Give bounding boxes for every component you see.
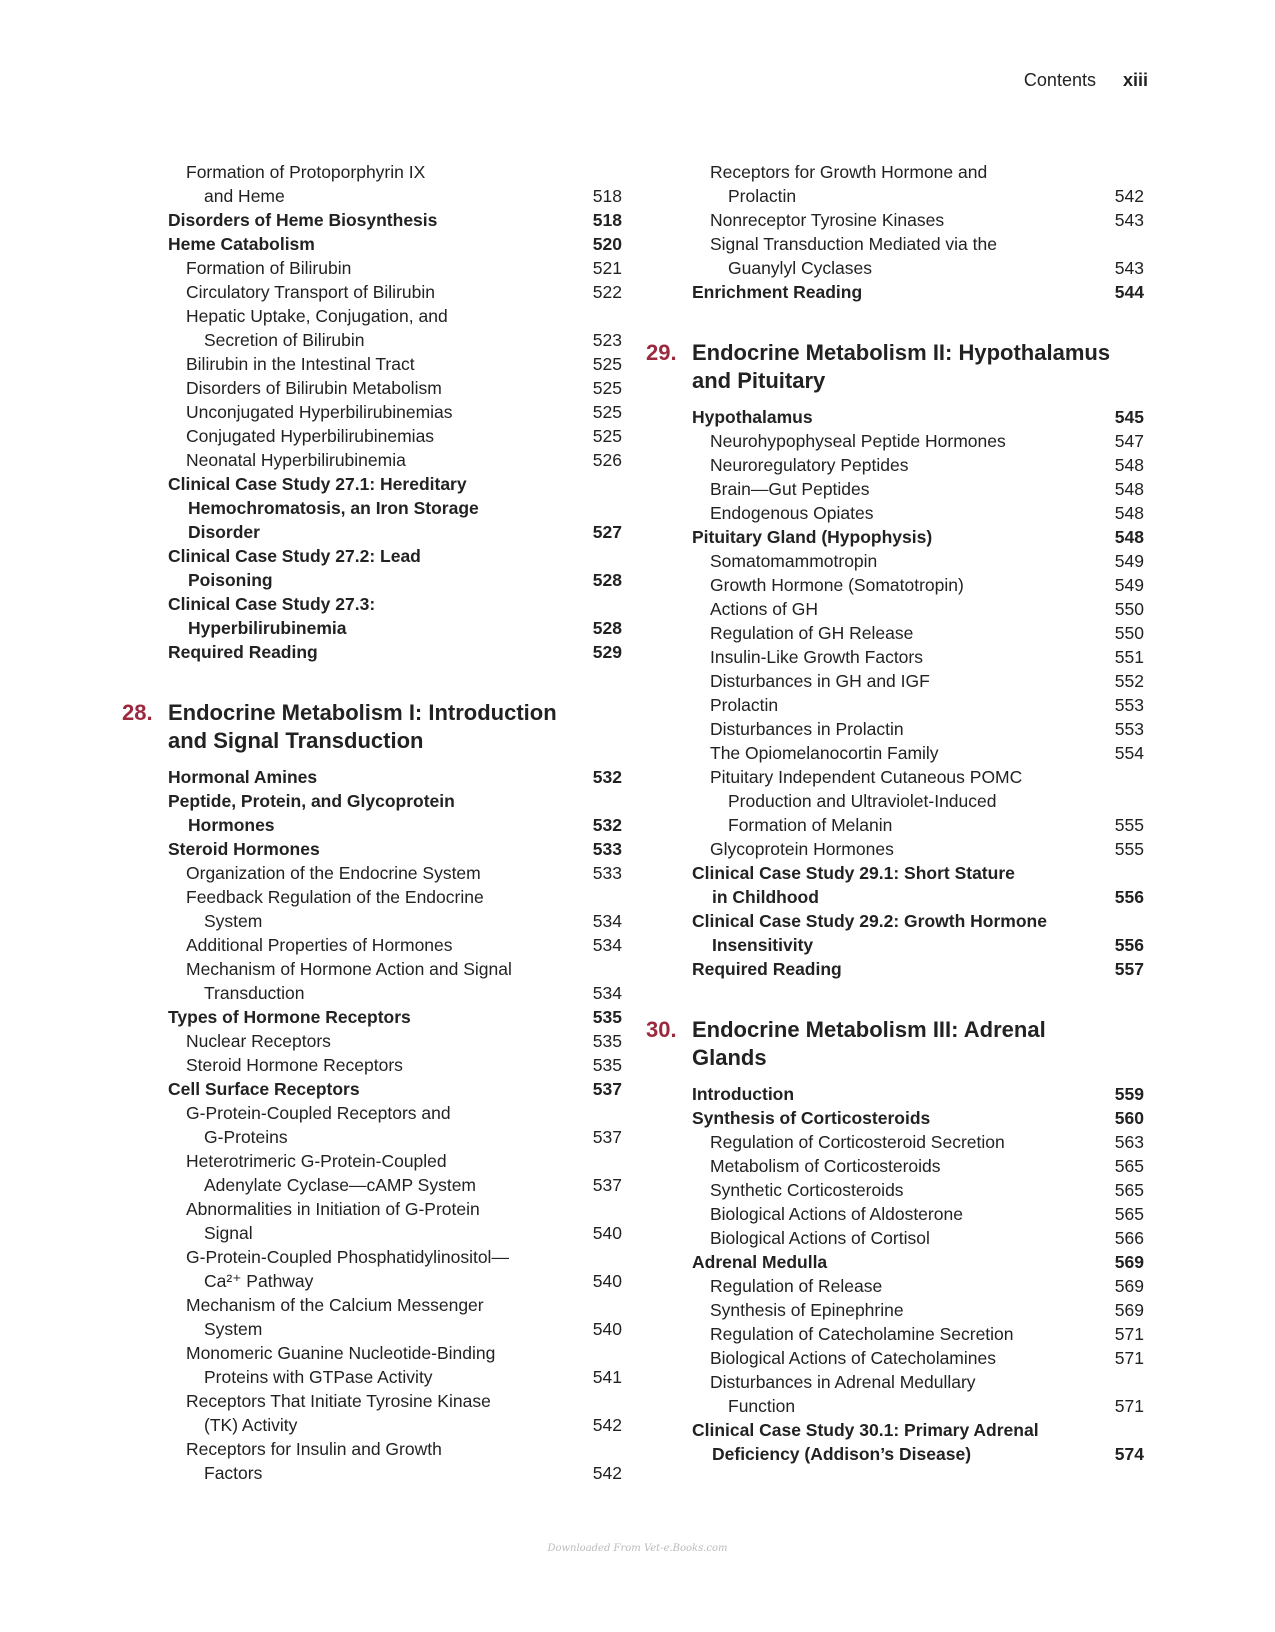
toc-entry-title: Hormones bbox=[188, 815, 275, 835]
toc-entry-page: 534 bbox=[592, 935, 622, 955]
toc-entry[interactable] bbox=[644, 885, 1144, 909]
toc-entry-title: Receptors for Insulin and Growth bbox=[186, 1439, 442, 1459]
toc-entry[interactable] bbox=[120, 544, 622, 568]
toc-entry[interactable] bbox=[120, 304, 622, 328]
toc-entry[interactable] bbox=[644, 1322, 1144, 1346]
toc-entry[interactable] bbox=[120, 1197, 622, 1221]
toc-entry-title: Insulin-Like Growth Factors bbox=[710, 647, 923, 667]
toc-entry-title: Production and Ultraviolet-Induced bbox=[728, 791, 997, 811]
toc-entry-title: Biological Actions of Catecholamines bbox=[710, 1348, 996, 1368]
toc-entry-title: Hepatic Uptake, Conjugation, and bbox=[186, 306, 448, 326]
toc-entry-page: 527 bbox=[592, 522, 622, 542]
toc-entry-page: 553 bbox=[1114, 719, 1144, 739]
toc-entry[interactable] bbox=[120, 448, 622, 472]
chapter-heading bbox=[120, 699, 622, 755]
toc-entry[interactable] bbox=[644, 1226, 1144, 1250]
toc-entry[interactable] bbox=[644, 693, 1144, 717]
toc-entry-page: 537 bbox=[592, 1079, 622, 1099]
toc-entry[interactable] bbox=[644, 232, 1144, 256]
toc-entry[interactable] bbox=[644, 1106, 1144, 1130]
toc-entry[interactable] bbox=[120, 1245, 622, 1269]
toc-entry-page: 554 bbox=[1114, 743, 1144, 763]
toc-entry-title: Adrenal Medulla bbox=[692, 1252, 828, 1272]
toc-entry[interactable] bbox=[644, 1130, 1144, 1154]
chapter-title bbox=[692, 1016, 1144, 1072]
toc-entry-page: 547 bbox=[1114, 431, 1144, 451]
toc-entry[interactable] bbox=[644, 1154, 1144, 1178]
toc-entry[interactable] bbox=[644, 1346, 1144, 1370]
toc-entry-title: Disorder bbox=[188, 522, 260, 542]
toc-entry-title: G-Protein-Coupled Receptors and bbox=[186, 1103, 451, 1123]
toc-entry-title: Nonreceptor Tyrosine Kinases bbox=[710, 210, 945, 230]
toc-entry-title: Disturbances in Adrenal Medullary bbox=[710, 1372, 976, 1392]
toc-entry-page: 565 bbox=[1114, 1180, 1144, 1200]
toc-entry[interactable] bbox=[120, 1365, 622, 1389]
toc-entry[interactable] bbox=[644, 717, 1144, 741]
chapter-title bbox=[168, 699, 622, 755]
toc-entry-page: 537 bbox=[592, 1127, 622, 1147]
toc-entry-title: and Heme bbox=[204, 186, 285, 206]
toc-entry-title: Synthesis of Epinephrine bbox=[710, 1300, 904, 1320]
toc-entry-page: 518 bbox=[592, 186, 622, 206]
chapter-number: 29. bbox=[646, 340, 677, 365]
toc-entry-page: 555 bbox=[1114, 815, 1144, 835]
toc-entry-page: 540 bbox=[592, 1319, 622, 1339]
toc-entry-title: Prolactin bbox=[710, 695, 779, 715]
toc-entry-page: 565 bbox=[1114, 1204, 1144, 1224]
section-gap bbox=[644, 981, 1144, 1005]
toc-entry[interactable] bbox=[120, 208, 622, 232]
toc-entry-title: Steroid Hormone Receptors bbox=[186, 1055, 403, 1075]
toc-entry-page: 553 bbox=[1114, 695, 1144, 715]
toc-entry-page: 528 bbox=[592, 570, 622, 590]
toc-entry-title: Bilirubin in the Intestinal Tract bbox=[186, 354, 415, 374]
toc-entry[interactable] bbox=[120, 885, 622, 909]
toc-entry-title: Brain—Gut Peptides bbox=[710, 479, 870, 499]
toc-entry[interactable] bbox=[120, 256, 622, 280]
chapter-title-line: and Pituitary bbox=[692, 368, 826, 393]
chapter-heading bbox=[644, 339, 1144, 395]
toc-entry-page: 560 bbox=[1114, 1108, 1144, 1128]
toc-entry-page: 535 bbox=[592, 1031, 622, 1051]
toc-entry-page: 537 bbox=[592, 1175, 622, 1195]
toc-entry-page: 540 bbox=[592, 1271, 622, 1291]
toc-entry-title: Regulation of Corticosteroid Secretion bbox=[710, 1132, 1005, 1152]
toc-entry[interactable] bbox=[644, 621, 1144, 645]
toc-entry[interactable] bbox=[644, 597, 1144, 621]
toc-entry-page: 557 bbox=[1114, 959, 1144, 979]
toc-entry-title: Pituitary Gland (Hypophysis) bbox=[692, 527, 933, 547]
toc-entry-page: 569 bbox=[1114, 1300, 1144, 1320]
toc-entry[interactable] bbox=[644, 645, 1144, 669]
toc-entry-title: Pituitary Independent Cutaneous POMC bbox=[710, 767, 1023, 787]
toc-entry-page: 543 bbox=[1114, 258, 1144, 278]
toc-entry[interactable] bbox=[644, 1082, 1144, 1106]
toc-entry-page: 569 bbox=[1114, 1252, 1144, 1272]
toc-entry-title: Factors bbox=[204, 1463, 263, 1483]
toc-entry-title: in Childhood bbox=[712, 887, 819, 907]
toc-entry[interactable] bbox=[644, 573, 1144, 597]
toc-entry-title: Types of Hormone Receptors bbox=[168, 1007, 411, 1027]
toc-entry[interactable] bbox=[120, 352, 622, 376]
toc-entry-page: 544 bbox=[1114, 282, 1144, 302]
toc-entry[interactable] bbox=[120, 400, 622, 424]
toc-entry-title: Mechanism of the Calcium Messenger bbox=[186, 1295, 484, 1315]
toc-entry-title: Metabolism of Corticosteroids bbox=[710, 1156, 941, 1176]
toc-entry[interactable] bbox=[120, 933, 622, 957]
toc-entry-page: 548 bbox=[1114, 503, 1144, 523]
toc-entry-title: Required Reading bbox=[692, 959, 842, 979]
toc-entry-title: Signal bbox=[204, 1223, 253, 1243]
toc-entry[interactable] bbox=[120, 520, 622, 544]
toc-entry-page: 556 bbox=[1114, 935, 1144, 955]
toc-entry-title: Clinical Case Study 27.3: bbox=[168, 594, 376, 614]
toc-entry[interactable] bbox=[120, 1317, 622, 1341]
toc-entry[interactable] bbox=[120, 1101, 622, 1125]
toc-entry[interactable] bbox=[644, 1298, 1144, 1322]
toc-entry[interactable] bbox=[644, 160, 1144, 184]
toc-entry-title: Deficiency (Addison’s Disease) bbox=[712, 1444, 972, 1464]
contents-column-left bbox=[120, 160, 622, 1485]
section-gap bbox=[644, 304, 1144, 328]
toc-entry[interactable] bbox=[120, 1221, 622, 1245]
toc-entry-title: Neonatal Hyperbilirubinemia bbox=[186, 450, 406, 470]
toc-entry-title: Formation of Protoporphyrin IX bbox=[186, 162, 426, 182]
toc-entry-title: Clinical Case Study 27.2: Lead bbox=[168, 546, 421, 566]
chapter-title-line: Endocrine Metabolism I: Introduction bbox=[168, 700, 557, 725]
toc-entry-title: Neuroregulatory Peptides bbox=[710, 455, 909, 475]
toc-entry-title: Formation of Bilirubin bbox=[186, 258, 352, 278]
toc-entry-page: 525 bbox=[592, 378, 622, 398]
toc-entry[interactable] bbox=[120, 496, 622, 520]
toc-entry-page: 522 bbox=[592, 282, 622, 302]
toc-entry[interactable] bbox=[120, 1269, 622, 1293]
toc-entry-page: 550 bbox=[1114, 599, 1144, 619]
toc-entry-title: Receptors for Growth Hormone and bbox=[710, 162, 988, 182]
toc-entry[interactable] bbox=[644, 405, 1144, 429]
toc-entry-page: 535 bbox=[592, 1007, 622, 1027]
toc-entry-title: Enrichment Reading bbox=[692, 282, 863, 302]
toc-entry-page: 545 bbox=[1114, 407, 1144, 427]
toc-entry-title: Regulation of Catecholamine Secretion bbox=[710, 1324, 1014, 1344]
toc-entry[interactable] bbox=[120, 789, 622, 813]
toc-entry[interactable] bbox=[644, 909, 1144, 933]
toc-entry[interactable] bbox=[120, 1077, 622, 1101]
toc-entry-page: 541 bbox=[592, 1367, 622, 1387]
toc-entry[interactable] bbox=[644, 525, 1144, 549]
toc-entry[interactable] bbox=[120, 909, 622, 933]
toc-entry[interactable] bbox=[120, 813, 622, 837]
toc-entry-title: Circulatory Transport of Bilirubin bbox=[186, 282, 435, 302]
toc-entry-title: Somatomammotropin bbox=[710, 551, 878, 571]
toc-entry[interactable] bbox=[120, 376, 622, 400]
toc-entry-title: Heme Catabolism bbox=[168, 234, 315, 254]
toc-entry[interactable] bbox=[120, 592, 622, 616]
toc-entry-title: Steroid Hormones bbox=[168, 839, 320, 859]
toc-entry-title: Biological Actions of Aldosterone bbox=[710, 1204, 963, 1224]
toc-entry[interactable] bbox=[120, 981, 622, 1005]
running-header-section: Contents bbox=[1023, 70, 1096, 90]
chapter-title-line: Endocrine Metabolism III: Adrenal bbox=[692, 1017, 1046, 1042]
download-watermark: Downloaded From Vet-e.Books.com bbox=[547, 1543, 728, 1554]
toc-entry[interactable] bbox=[120, 1293, 622, 1317]
toc-entry[interactable] bbox=[120, 1149, 622, 1173]
toc-entry-title: Monomeric Guanine Nucleotide-Binding bbox=[186, 1343, 496, 1363]
toc-entry-page: 549 bbox=[1114, 551, 1144, 571]
toc-entry-page: 518 bbox=[592, 210, 622, 230]
toc-entry-title: Mechanism of Hormone Action and Signal bbox=[186, 959, 512, 979]
toc-entry-title: Feedback Regulation of the Endocrine bbox=[186, 887, 484, 907]
toc-entry-title: Ca²⁺ Pathway bbox=[204, 1271, 314, 1291]
toc-entry[interactable] bbox=[120, 1437, 622, 1461]
toc-entry-title: G-Proteins bbox=[204, 1127, 288, 1147]
toc-entry-page: 532 bbox=[592, 767, 622, 787]
toc-entry[interactable] bbox=[120, 160, 622, 184]
toc-entry-title: Unconjugated Hyperbilirubinemias bbox=[186, 402, 453, 422]
toc-entry-page: 551 bbox=[1114, 647, 1144, 667]
toc-entry[interactable] bbox=[644, 280, 1144, 304]
toc-entry-title: Cell Surface Receptors bbox=[168, 1079, 360, 1099]
toc-entry-page: 523 bbox=[592, 330, 622, 350]
toc-entry[interactable] bbox=[644, 1418, 1144, 1442]
toc-entry-page: 521 bbox=[592, 258, 622, 278]
toc-entry-page: 533 bbox=[592, 839, 622, 859]
toc-entry-title: Insensitivity bbox=[712, 935, 814, 955]
toc-entry[interactable] bbox=[120, 1413, 622, 1437]
toc-entry[interactable] bbox=[120, 1005, 622, 1029]
toc-entry-title: Actions of GH bbox=[710, 599, 818, 619]
toc-entry-title: Disturbances in GH and IGF bbox=[710, 671, 930, 691]
toc-entry-title: Additional Properties of Hormones bbox=[186, 935, 453, 955]
toc-entry-page: 555 bbox=[1114, 839, 1144, 859]
toc-entry-page: 571 bbox=[1114, 1396, 1144, 1416]
toc-entry[interactable] bbox=[644, 256, 1144, 280]
toc-entry[interactable] bbox=[644, 549, 1144, 573]
toc-entry[interactable] bbox=[644, 184, 1144, 208]
toc-entry-page: 565 bbox=[1114, 1156, 1144, 1176]
toc-entry[interactable] bbox=[120, 184, 622, 208]
toc-entry-title: Prolactin bbox=[728, 186, 797, 206]
toc-entry-page: 542 bbox=[592, 1463, 622, 1483]
toc-entry[interactable] bbox=[644, 957, 1144, 981]
toc-entry[interactable] bbox=[644, 208, 1144, 232]
toc-entry-title: Clinical Case Study 27.1: Hereditary bbox=[168, 474, 467, 494]
toc-entry[interactable] bbox=[644, 1178, 1144, 1202]
toc-entry[interactable] bbox=[644, 933, 1144, 957]
toc-entry-title: Regulation of Release bbox=[710, 1276, 883, 1296]
toc-entry-title: Hormonal Amines bbox=[168, 767, 318, 787]
toc-entry[interactable] bbox=[120, 765, 622, 789]
toc-entry[interactable] bbox=[120, 232, 622, 256]
toc-entry-page: 549 bbox=[1114, 575, 1144, 595]
toc-entry-page: 542 bbox=[592, 1415, 622, 1435]
toc-entry-title: Disorders of Bilirubin Metabolism bbox=[186, 378, 442, 398]
toc-entry-page: 534 bbox=[592, 983, 622, 1003]
toc-entry[interactable] bbox=[644, 741, 1144, 765]
chapter-title bbox=[692, 339, 1144, 395]
chapter-number: 28. bbox=[122, 700, 153, 725]
toc-entry-title: Formation of Melanin bbox=[728, 815, 893, 835]
toc-entry-page: 526 bbox=[592, 450, 622, 470]
section-gap bbox=[120, 664, 622, 688]
toc-entry-title: Signal Transduction Mediated via the bbox=[710, 234, 997, 254]
toc-entry-title: (TK) Activity bbox=[204, 1415, 298, 1435]
toc-entry-title: Function bbox=[728, 1396, 796, 1416]
toc-entry-page: 559 bbox=[1114, 1084, 1144, 1104]
chapter-number: 30. bbox=[646, 1017, 677, 1042]
toc-entry[interactable] bbox=[644, 813, 1144, 837]
chapter-heading bbox=[644, 1016, 1144, 1072]
toc-entry-page: 566 bbox=[1114, 1228, 1144, 1248]
toc-entry-title: Clinical Case Study 30.1: Primary Adrenal bbox=[692, 1420, 1039, 1440]
toc-entry-page: 556 bbox=[1114, 887, 1144, 907]
toc-entry-title: Hypothalamus bbox=[692, 407, 813, 427]
toc-entry[interactable] bbox=[644, 837, 1144, 861]
toc-entry-title: Disturbances in Prolactin bbox=[710, 719, 904, 739]
chapter-title-line: Glands bbox=[692, 1045, 767, 1070]
toc-entry[interactable] bbox=[120, 1461, 622, 1485]
toc-entry-title: Clinical Case Study 29.1: Short Stature bbox=[692, 863, 1015, 883]
toc-entry[interactable] bbox=[644, 477, 1144, 501]
toc-entry-page: 525 bbox=[592, 354, 622, 374]
toc-entry[interactable] bbox=[120, 837, 622, 861]
toc-entry-title: System bbox=[204, 1319, 263, 1339]
toc-entry[interactable] bbox=[644, 1250, 1144, 1274]
toc-entry[interactable] bbox=[644, 1202, 1144, 1226]
toc-entry-title: Introduction bbox=[692, 1084, 795, 1104]
toc-entry[interactable] bbox=[644, 1370, 1144, 1394]
toc-entry-title: Conjugated Hyperbilirubinemias bbox=[186, 426, 435, 446]
toc-entry-page: 529 bbox=[592, 642, 622, 662]
toc-entry[interactable] bbox=[644, 669, 1144, 693]
toc-entry-title: G-Protein-Coupled Phosphatidylinositol— bbox=[186, 1247, 509, 1267]
toc-entry[interactable] bbox=[644, 1442, 1144, 1466]
toc-entry-page: 563 bbox=[1114, 1132, 1144, 1152]
toc-entry-page: 533 bbox=[592, 863, 622, 883]
toc-entry-title: Secretion of Bilirubin bbox=[204, 330, 365, 350]
toc-entry-page: 548 bbox=[1114, 455, 1144, 475]
toc-entry[interactable] bbox=[120, 568, 622, 592]
toc-entry[interactable] bbox=[120, 1029, 622, 1053]
toc-entry-title: Glycoprotein Hormones bbox=[710, 839, 894, 859]
toc-entry-title: Biological Actions of Cortisol bbox=[710, 1228, 930, 1248]
toc-entry-page: 569 bbox=[1114, 1276, 1144, 1296]
toc-entry-title: The Opiomelanocortin Family bbox=[710, 743, 939, 763]
toc-entry-page: 525 bbox=[592, 426, 622, 446]
toc-entry[interactable] bbox=[644, 765, 1144, 789]
toc-entry[interactable] bbox=[120, 280, 622, 304]
toc-entry-title: Clinical Case Study 29.2: Growth Hormone bbox=[692, 911, 1047, 931]
toc-entry[interactable] bbox=[120, 1125, 622, 1149]
toc-entry-title: Synthetic Corticosteroids bbox=[710, 1180, 904, 1200]
toc-entry-page: 574 bbox=[1114, 1444, 1144, 1464]
toc-entry[interactable] bbox=[120, 424, 622, 448]
toc-entry[interactable] bbox=[644, 789, 1144, 813]
toc-entry-page: 528 bbox=[592, 618, 622, 638]
contents-column-right bbox=[644, 160, 1144, 1466]
toc-entry-title: System bbox=[204, 911, 263, 931]
toc-entry-title: Neurohypophyseal Peptide Hormones bbox=[710, 431, 1006, 451]
toc-entry-page: 550 bbox=[1114, 623, 1144, 643]
toc-entry-page: 543 bbox=[1114, 210, 1144, 230]
toc-entry[interactable] bbox=[120, 640, 622, 664]
toc-entry-page: 525 bbox=[592, 402, 622, 422]
toc-entry[interactable] bbox=[644, 861, 1144, 885]
toc-entry-title: Abnormalities in Initiation of G-Protein bbox=[186, 1199, 480, 1219]
toc-entry-title: Poisoning bbox=[188, 570, 273, 590]
toc-entry-page: 552 bbox=[1114, 671, 1144, 691]
toc-entry-title: Disorders of Heme Biosynthesis bbox=[168, 210, 438, 230]
toc-entry-title: Heterotrimeric G-Protein-Coupled bbox=[186, 1151, 447, 1171]
toc-entry[interactable] bbox=[644, 1274, 1144, 1298]
toc-entry-page: 520 bbox=[592, 234, 622, 254]
toc-entry-title: Regulation of GH Release bbox=[710, 623, 914, 643]
toc-entry-title: Nuclear Receptors bbox=[186, 1031, 331, 1051]
toc-entry-title: Hyperbilirubinemia bbox=[188, 618, 347, 638]
toc-entry-title: Receptors That Initiate Tyrosine Kinase bbox=[186, 1391, 491, 1411]
toc-entry-page: 548 bbox=[1114, 479, 1144, 499]
toc-entry-title: Adenylate Cyclase—cAMP System bbox=[204, 1175, 477, 1195]
toc-entry-page: 571 bbox=[1114, 1348, 1144, 1368]
toc-entry[interactable] bbox=[120, 472, 622, 496]
toc-entry-title: Hemochromatosis, an Iron Storage bbox=[188, 498, 479, 518]
toc-entry-page: 535 bbox=[592, 1055, 622, 1075]
toc-entry-title: Growth Hormone (Somatotropin) bbox=[710, 575, 964, 595]
toc-entry-page: 548 bbox=[1114, 527, 1144, 547]
toc-entry-title: Synthesis of Corticosteroids bbox=[692, 1108, 931, 1128]
toc-entry[interactable] bbox=[120, 861, 622, 885]
toc-entry-page: 542 bbox=[1114, 186, 1144, 206]
toc-entry-page: 571 bbox=[1114, 1324, 1144, 1344]
toc-entry[interactable] bbox=[120, 1053, 622, 1077]
toc-entry-title: Proteins with GTPase Activity bbox=[204, 1367, 433, 1387]
toc-entry-title: Required Reading bbox=[168, 642, 318, 662]
toc-entry-title: Transduction bbox=[204, 983, 305, 1003]
toc-entry-page: 532 bbox=[592, 815, 622, 835]
toc-entry[interactable] bbox=[120, 1389, 622, 1413]
toc-entry[interactable] bbox=[644, 501, 1144, 525]
page-number: xiii bbox=[1122, 70, 1148, 90]
toc-entry-title: Organization of the Endocrine System bbox=[186, 863, 481, 883]
toc-entry-page: 534 bbox=[592, 911, 622, 931]
toc-entry-title: Guanylyl Cyclases bbox=[728, 258, 872, 278]
toc-entry[interactable] bbox=[644, 1394, 1144, 1418]
toc-entry[interactable] bbox=[120, 957, 622, 981]
chapter-title-line: Endocrine Metabolism II: Hypothalamus bbox=[692, 340, 1111, 365]
toc-entry[interactable] bbox=[120, 328, 622, 352]
toc-entry[interactable] bbox=[120, 616, 622, 640]
toc-entry-page: 540 bbox=[592, 1223, 622, 1243]
toc-entry[interactable] bbox=[644, 453, 1144, 477]
toc-entry-title: Endogenous Opiates bbox=[710, 503, 874, 523]
toc-entry-title: Peptide, Protein, and Glycoprotein bbox=[168, 791, 455, 811]
chapter-title-line: and Signal Transduction bbox=[168, 728, 424, 753]
toc-entry[interactable] bbox=[120, 1173, 622, 1197]
toc-entry[interactable] bbox=[120, 1341, 622, 1365]
toc-entry[interactable] bbox=[644, 429, 1144, 453]
running-header bbox=[1024, 69, 1148, 91]
